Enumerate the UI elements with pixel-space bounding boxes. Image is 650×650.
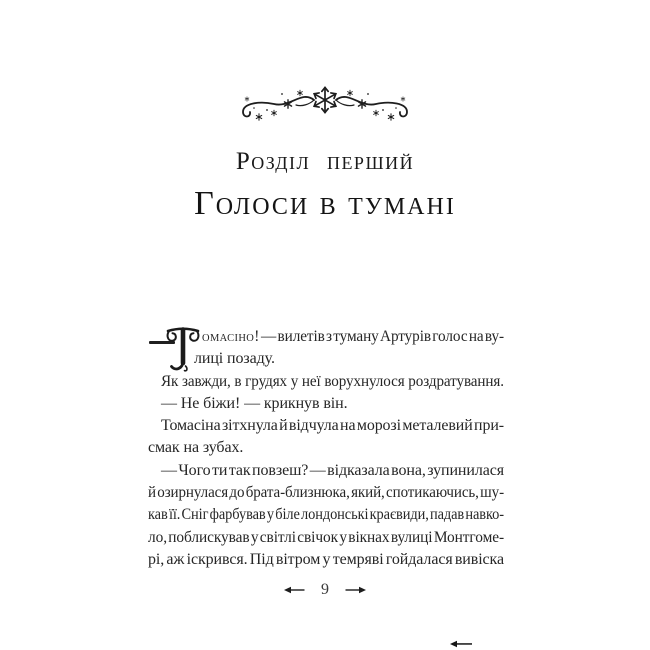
text-line: кав її. Сніг фарбував у біле лондонські краєвиди, падав навко- <box>148 506 504 524</box>
chapter-label: Розділ перший <box>235 148 415 175</box>
drop-cap-letter-t-icon <box>165 323 201 373</box>
text-line: — Чого ти так повзеш? — відказала вона, зупинилася <box>161 461 504 479</box>
line-text: — вилетів з туману Артурів голос на ву- <box>259 328 504 345</box>
text-line: Томасіна зітхнула й відчула на морозі металевий при- <box>161 417 504 435</box>
text-line: й озирнулася до брата-близнюка, який, спотикаючись, шу- <box>148 484 504 502</box>
next-page-arrow-fragment-icon <box>449 640 474 648</box>
text-line: — Не біжи! — крикнув він. <box>161 394 348 412</box>
arrow-left-icon <box>283 586 305 594</box>
text-line <box>148 326 504 348</box>
text-line: рі, аж іскрився. Під вітром у темряві гойдалася вивіска <box>148 550 504 568</box>
text-line: Як завжди, в грудях у неї ворухнулося роздратування. <box>161 372 504 390</box>
text-line: смак на зубах. <box>148 439 244 457</box>
page-number-row <box>0 580 650 600</box>
snowflake-flourish-icon <box>230 84 420 128</box>
arrow-right-icon <box>345 586 367 594</box>
opening-word-small-caps: омасіно! <box>202 328 260 345</box>
text-line: ло, поблискував у світлі свічок у вікнах вулиці Монтгоме- <box>148 528 504 546</box>
body-text <box>148 326 504 571</box>
page-number: 9 <box>321 581 329 598</box>
chapter-title: Голоси в тумані <box>194 185 456 222</box>
text-line: лиці позаду. <box>194 350 275 368</box>
